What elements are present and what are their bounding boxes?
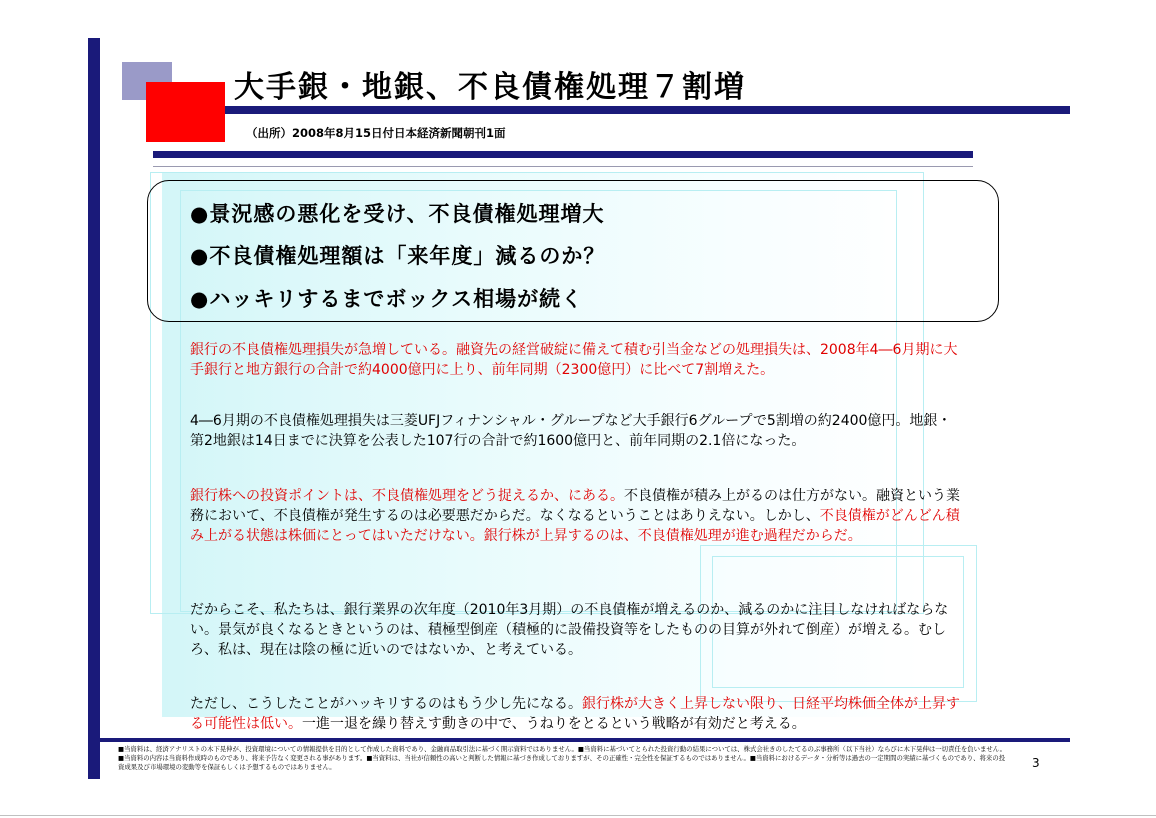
paragraph-text-highlight: 銀行株が大きく上昇しない限り、日経平均株価全体が上昇する可能性は低い。 — [190, 696, 960, 732]
paragraph-2 — [190, 411, 960, 451]
headline-bullet: ●不良債権処理額は「来年度」減るのか？ — [190, 244, 606, 268]
paragraph-5 — [190, 694, 960, 734]
page-number: 3 — [1032, 756, 1040, 770]
paragraph-text: 一進一退を繰り替えす動きの中で、うねりをとるという戦略が有効だと考える。 — [302, 716, 806, 732]
title-underline — [225, 106, 1070, 114]
headline-bullet: ●ハッキリするまでボックス相場が続く — [190, 287, 584, 311]
paragraph-text-highlight: 銀行株への投資ポイントは、不良債権処理をどう捉えるか、にある。 — [190, 488, 624, 504]
disclaimer-text: ■当資料は、経済アナリストの木下晃伸が、投資環境についての情報提供を目的として作成した資料であり、金融商品取引法に基づく開示資料ではありません。■当資料に基づいてとられた投資行動の結果については、株式会社きのしたてるのぶ事務所（以下当社）ならびに木下晃伸は一切責任を負いません。■当資料の内容は当資料作成時のものであり、将来予告なく変更される事があります。■当資料は、当社が信頼性の高いと判断した情報に基づき作成しておりますが、その正確性・完全性を保証するものではありません。■当資料におけるデータ・分析等は過去の一定期間の実績に基づくものであり、将来の投資成果及び市場環境の変動等を保証もしくは予想するものではありません。 — [118, 745, 1006, 771]
paragraph-text-highlight: 不良債権がどんどん積み上がる状態は株価にとってはいただけない。銀行株が上昇するのは、不良債権処理が進む過程だからだ。 — [190, 508, 960, 544]
paragraph-text: ただし、こうしたことがハッキリするのはもう少し先になる。 — [190, 696, 582, 712]
left-accent-bar — [88, 38, 100, 779]
footer-divider — [88, 738, 1070, 742]
paragraph-4 — [190, 600, 960, 660]
paragraph-1 — [190, 340, 960, 380]
paragraph-text: 銀行の不良債権処理損失が急増している。融資先の経営破綻に備えて積む引当金などの処理損失は、2008年4―6月期に大手銀行と地方銀行の合計で約4000億円に上り、前年同期（2300億円）に比べて7割増えた。 — [190, 342, 958, 378]
paragraph-text: 4―6月期の不良債権処理損失は三菱UFJフィナンシャル・グループなど大手銀行6グループで5割増の約2400億円。地銀・第2地銀は14日までに決算を公表した107行の合計で約1600億円と、前年同期の2.1倍になった。 — [190, 413, 952, 449]
section-divider — [153, 151, 973, 158]
paragraph-3 — [190, 486, 960, 546]
source-citation: （出所）2008年8月15日付日本経済新聞朝刊1面 — [246, 126, 506, 140]
headline-bullet: ●景況感の悪化を受け、不良債権処理増大 — [190, 202, 605, 226]
paragraph-text: だからこそ、私たちは、銀行業界の次年度（2010年3月期）の不良債権が増えるのか、減るのかに注目しなければならない。景気が良くなるときというのは、積極型倒産（積極的に設備投資等をしたものの目算が外れて倒産）が増える。むしろ、私は、現在は陰の極に近いのではないか、と考えている。 — [190, 602, 949, 658]
page-bottom-edge — [0, 815, 1156, 816]
paragraph-text: 不良債権が積み上がるのは仕方がない。融資という業務において、不良債権が発生するのは必要悪だからだ。なくなるということはありえない。しかし、 — [190, 488, 960, 524]
title-decoration-red-square — [146, 82, 225, 142]
page-title: 大手銀・地銀、不良債権処理７割増 — [234, 70, 746, 105]
section-divider-thin — [153, 166, 973, 167]
